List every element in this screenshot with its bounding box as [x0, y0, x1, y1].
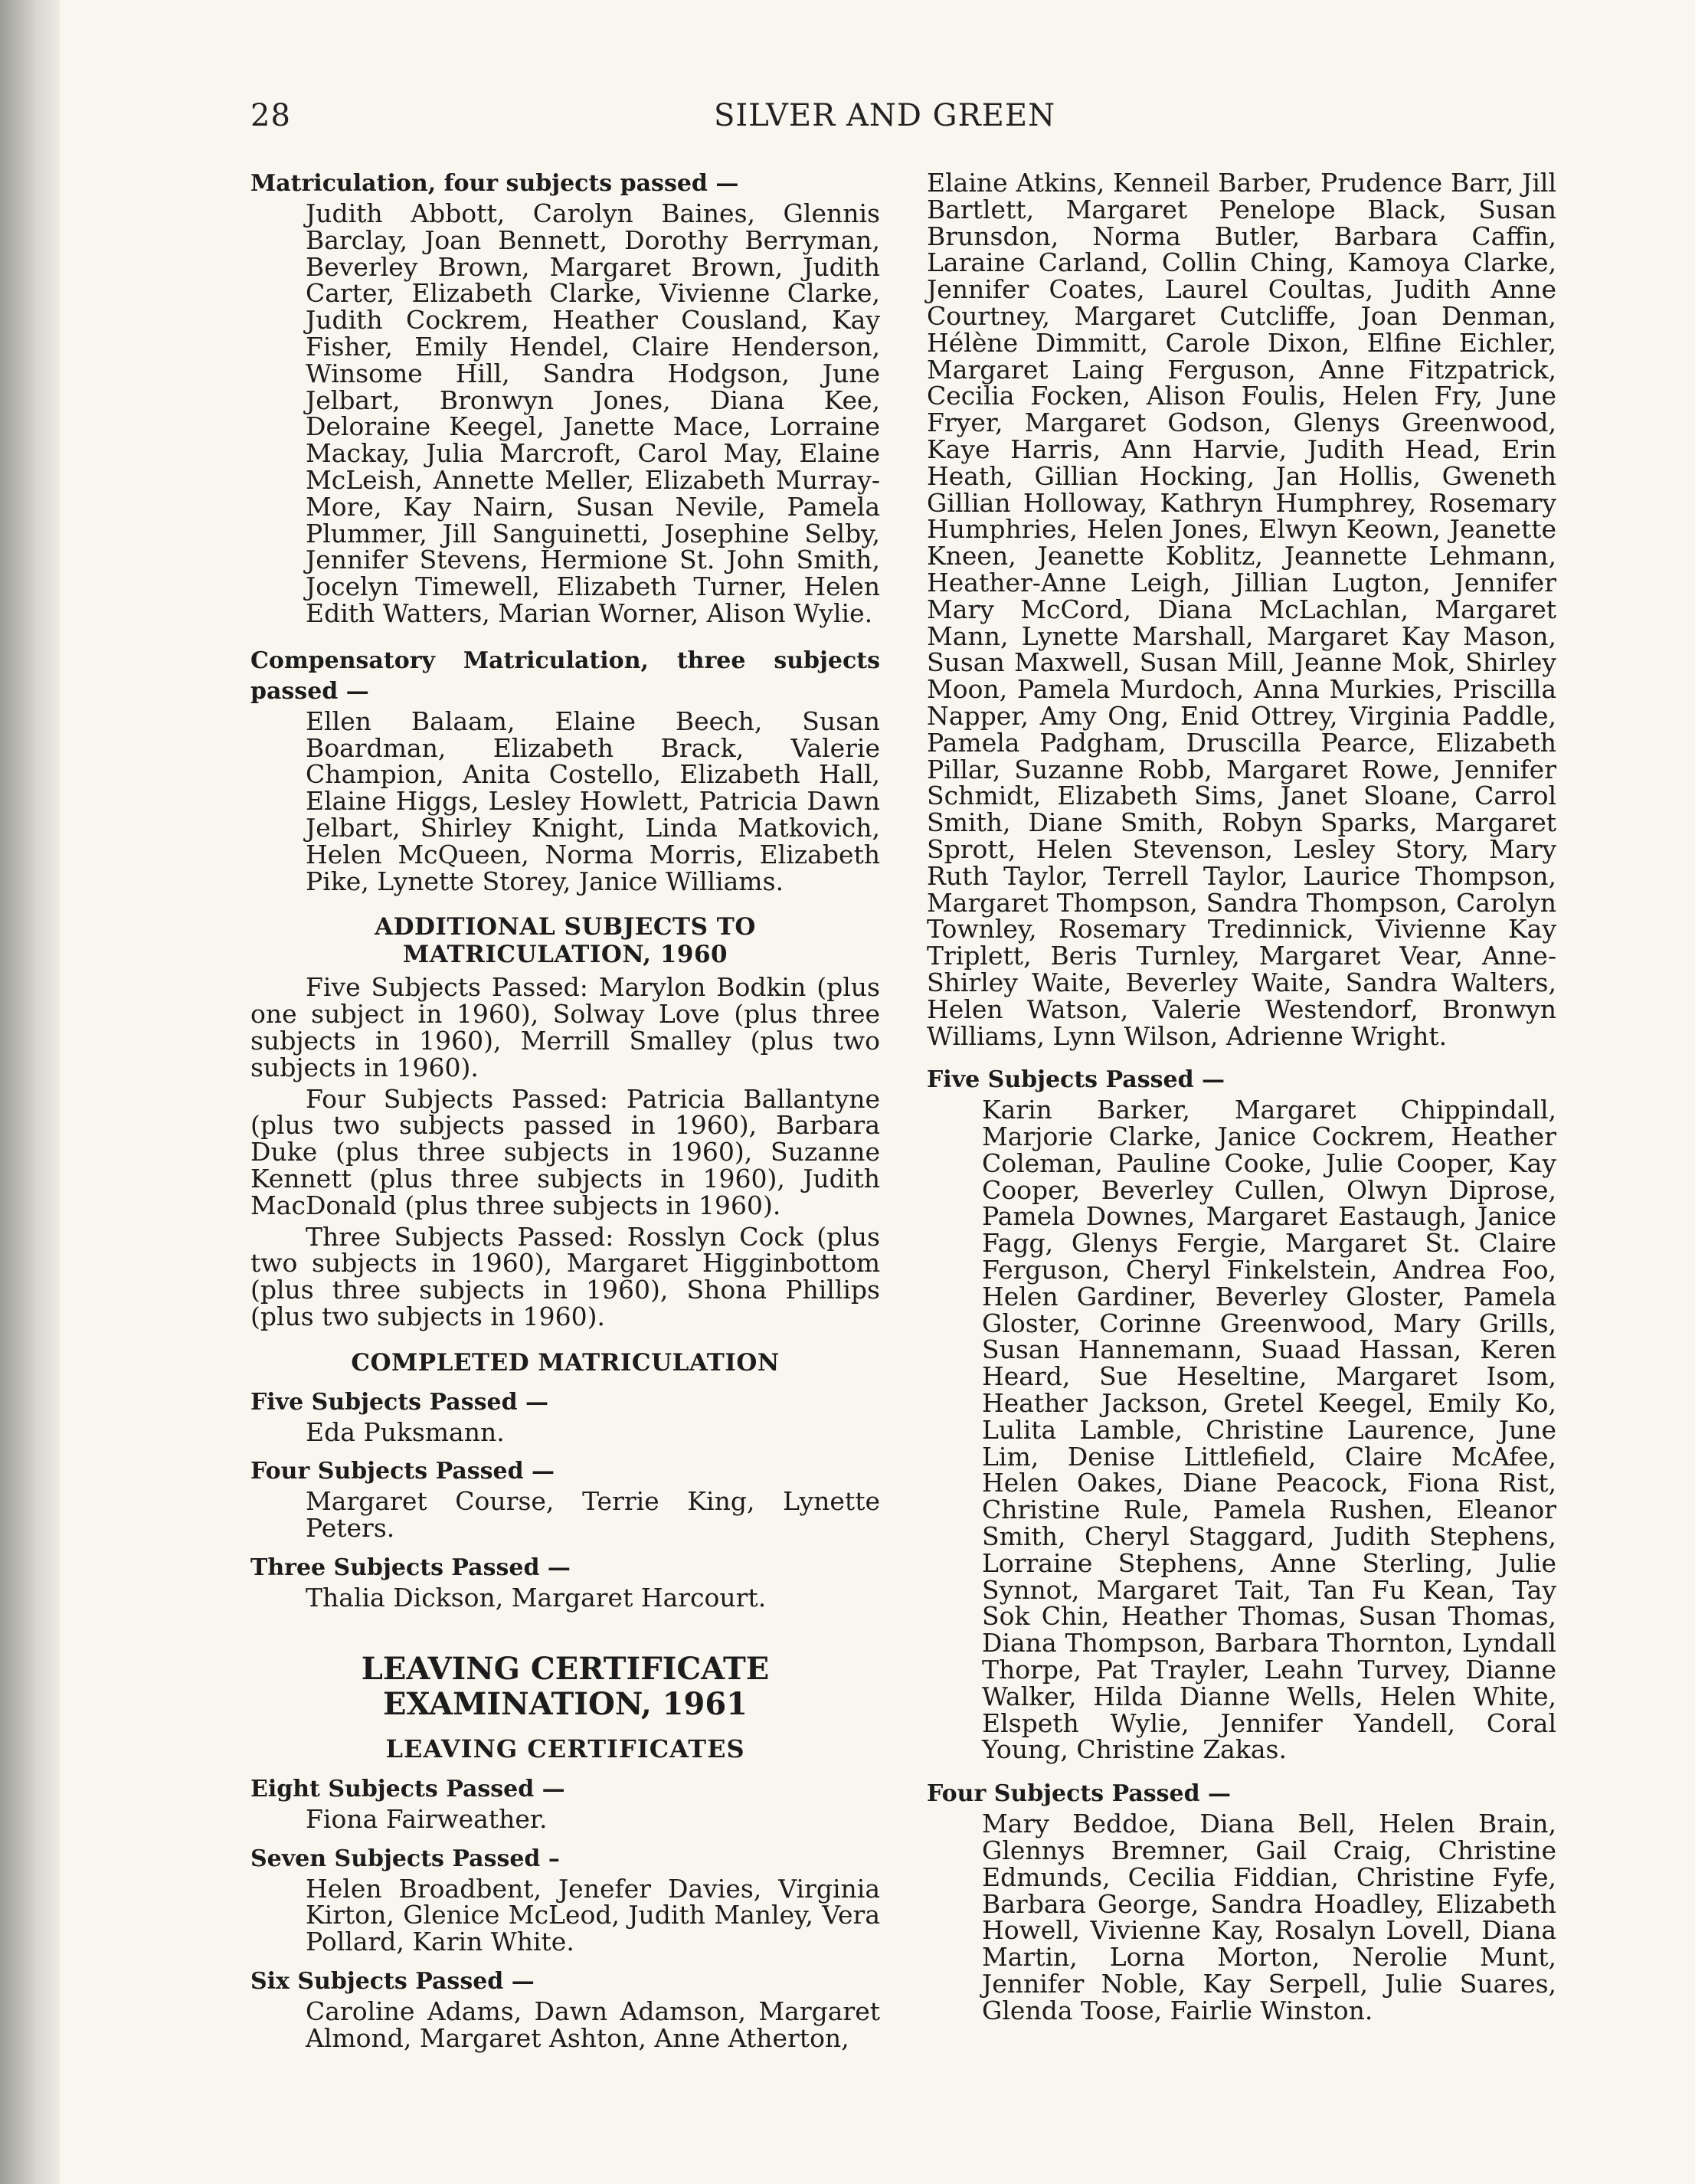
- seven-subjects-names: Helen Broadbent, Jenefer Davies, Virginia Kirton, Glenice McLeod, Judith Manley, Vera Pollard, Karin White.: [306, 1873, 880, 1957]
- compensatory-heading-line2: passed —: [250, 677, 369, 705]
- eight-subjects-names: Fiona Fairweather.: [306, 1803, 548, 1834]
- four-subjects-heading: Four Subjects Passed —: [927, 1780, 1232, 1808]
- leaving-heading-line2: EXAMINATION, 1961: [382, 1685, 748, 1722]
- six-subjects-names-continued: Elaine Atkins, Kenneil Barber, Prudence Barr, Jill Bartlett, Margaret Penelope Black, Susan Brunsdon, Norma Butler, Barbara Caffin, Laraine Carland, Collin Ching, Kamoya Clarke, Jennifer Coates, Laurel Coultas, Judith Anne Courtney, Margaret Cutcliffe, Joan Denman, Hélène Dimmitt, Carole Dixon, Elfine Eichler, Margaret Laing Ferguson, Anne Fitzpatrick, Cecilia Focken, Alison Foulis, Helen Fry, June Fryer, Margaret Godson, Glenys Greenwood, Kaye Harris, Ann Harvie, Judith Head, Erin Heath, Gillian Hocking, Jan Hollis, Gweneth Gillian Holloway, Kathryn Humphrey, Rosemary Humphries, Helen Jones, Elwyn Keown, Jeanette Kneen, Jeanette Koblitz, Jeannette Lehmann, Heather-Anne Leigh, Jillian Lugton, Jennifer Mary McCord, Diana McLachlan, Margaret Mann, Lynette Marshall, Margaret Kay Mason, Susan Maxwell, Susan Mill, Jeanne Mok, Shirley Moon, Pamela Murdoch, Anna Murkies, Priscilla Napper, Amy Ong, Enid Ottrey, Virginia Paddle, Pamela Padgham, Druscilla Pearce, Elizabeth Pillar, Suzanne Robb, Margaret Rowe, Jennifer Schmidt, Elizabeth Sims, Janet Sloane, Carrol Smith, Diane Smith, Robyn Sparks, Margaret Sprott, Helen Stevenson, Lesley Story, Mary Ruth Taylor, Terrell Taylor, Laurice Thompson, Margaret Thompson, Sandra Thompson, Carolyn Townley, Rosemary Tredinnick, Vivienne Kay Triplett, Beris Turnley, Margaret Vear, Anne-Shirley Waite, Beverley Waite, Sandra Walters, Helen Watson, Valerie Westendorf, Bronwyn Williams, Lynn Wilson, Adrienne Wright.: [927, 168, 1556, 1051]
- leaving-certificates-subheading: LEAVING CERTIFICATES: [385, 1734, 745, 1763]
- additional-five-para: Five Subjects Passed: Marylon Bodkin (plus one subject in 1960), Solway Love (plus three subjects in 1960), Merrill Smalley (plus two subjects in 1960).: [250, 972, 880, 1082]
- eight-subjects-heading: Eight Subjects Passed —: [250, 1775, 565, 1803]
- additional-subjects-heading: [250, 913, 880, 968]
- completed-four-names: Margaret Course, Terrie King, Lynette Peters.: [306, 1486, 880, 1544]
- compensatory-heading-line1: Compensatory Matriculation, three subjects: [250, 647, 880, 674]
- left-column: [250, 170, 880, 2052]
- additional-four-para: Four Subjects Passed: Patricia Ballantyne (plus two subjects passed in 1960), Barbara Duke (plus three subjects in 1960), Suzanne Kennett (plus three subjects in 1960), Judith MacDonald (plus three subjects in 1960).: [250, 1083, 880, 1220]
- book-binding-edge: [0, 0, 60, 2184]
- matric-four-names: Judith Abbott, Carolyn Baines, Glennis Barclay, Joan Bennett, Dorothy Berryman, Beverley Brown, Margaret Brown, Judith Carter, Elizabeth Clarke, Vivienne Clarke, Judith Cockrem, Heather Cousland, Kay Fisher, Emily Hendel, Claire Henderson, Winsome Hill, Sandra Hodgson, June Jelbart, Bronwyn Jones, Diana Kee, Deloraine Keegel, Janette Mace, Lorraine Mackay, Julia Marcroft, Carol May, Elaine McLeish, Annette Meller, Elizabeth Murray-More, Kay Nairn, Susan Nevile, Pamela Plummer, Jill Sanguinetti, Josephine Selby, Jennifer Stevens, Hermione St. John Smith, Jocelyn Timewell, Elizabeth Turner, Helen Edith Watters, Marian Worner, Alison Wylie.: [306, 198, 880, 628]
- page-header: [250, 98, 1629, 144]
- completed-five-heading: Five Subjects Passed —: [250, 1388, 548, 1416]
- completed-five-names: Eda Puksmann.: [306, 1416, 505, 1447]
- additional-three-para: Three Subjects Passed: Rosslyn Cock (plus two subjects in 1960), Margaret Higginbottom (plus three subjects in 1960), Shona Phillips (plus two subjects in 1960).: [250, 1221, 880, 1331]
- additional-heading-line2: MATRICULATION, 1960: [402, 941, 728, 969]
- five-subjects-names: Karin Barker, Margaret Chippindall, Marjorie Clarke, Janice Cockrem, Heather Coleman, Pauline Cooke, Julie Cooper, Kay Cooper, Beverley Cullen, Olwyn Diprose, Pamela Downes, Margaret Eastaugh, Janice Fagg, Glenys Fergie, Margaret St. Claire Ferguson, Cheryl Finkelstein, Andrea Foo, Helen Gardiner, Beverley Gloster, Pamela Gloster, Corinne Greenwood, Mary Grills, Susan Hannemann, Suaad Hassan, Keren Heard, Sue Heseltine, Margaret Isom, Heather Jackson, Gretel Keegel, Emily Ko, Lulita Lamble, Christine Laurence, June Lim, Denise Littlefield, Claire McAfee, Helen Oakes, Diane Peacock, Fiona Rist, Christine Rule, Pamela Rushen, Eleanor Smith, Cheryl Staggard, Judith Stephens, Lorraine Stephens, Anne Sterling, Julie Synnot, Margaret Tait, Tan Fu Kean, Tay Sok Chin, Heather Thomas, Susan Thomas, Diana Thompson, Barbara Thornton, Lyndall Thorpe, Pat Trayler, Leahn Turvey, Dianne Walker, Hilda Dianne Wells, Helen White, Elspeth Wylie, Jennifer Yandell, Coral Young, Christine Zakas.: [982, 1095, 1556, 1765]
- completed-matriculation-heading: COMPLETED MATRICULATION: [351, 1348, 780, 1377]
- right-column: [927, 170, 1556, 2025]
- compensatory-names: Ellen Balaam, Elaine Beech, Susan Boardman, Elizabeth Brack, Valerie Champion, Anita Costello, Elizabeth Hall, Elaine Higgs, Lesley Howlett, Patricia Dawn Jelbart, Shirley Knight, Linda Matkovich, Helen McQueen, Norma Morris, Elizabeth Pike, Lynette Storey, Janice Williams.: [306, 706, 880, 896]
- six-subjects-names-start: Caroline Adams, Dawn Adamson, Margaret Almond, Margaret Ashton, Anne Atherton,: [306, 1996, 880, 2053]
- compensatory-heading: [250, 647, 880, 675]
- completed-four-heading: Four Subjects Passed —: [250, 1458, 555, 1485]
- matric-four-heading: Matriculation, four subjects passed —: [250, 170, 739, 197]
- five-subjects-heading: Five Subjects Passed —: [927, 1066, 1225, 1094]
- completed-three-heading: Three Subjects Passed —: [250, 1554, 571, 1582]
- additional-heading-line1: ADDITIONAL SUBJECTS TO: [375, 913, 756, 941]
- leaving-heading-line1: LEAVING CERTIFICATE: [361, 1650, 770, 1687]
- four-subjects-names: Mary Beddoe, Diana Bell, Helen Brain, Glennys Bremner, Gail Craig, Christine Edmunds, Cecilia Fiddian, Christine Fyfe, Barbara George, Sandra Hoadley, Elizabeth Howell, Vivienne Kay, Rosalyn Lovell, Diana Martin, Lorna Morton, Nerolie Munt, Jennifer Noble, Kay Serpell, Julie Suares, Glenda Toose, Fairlie Winston.: [982, 1809, 1556, 2025]
- seven-subjects-heading: Seven Subjects Passed –: [250, 1845, 560, 1872]
- six-subjects-heading: Six Subjects Passed —: [250, 1968, 535, 1996]
- leaving-certificate-heading: [250, 1652, 880, 1722]
- completed-three-names: Thalia Dickson, Margaret Harcourt.: [306, 1583, 767, 1613]
- page-number: 28: [250, 98, 291, 133]
- running-title: SILVER AND GREEN: [714, 98, 1056, 133]
